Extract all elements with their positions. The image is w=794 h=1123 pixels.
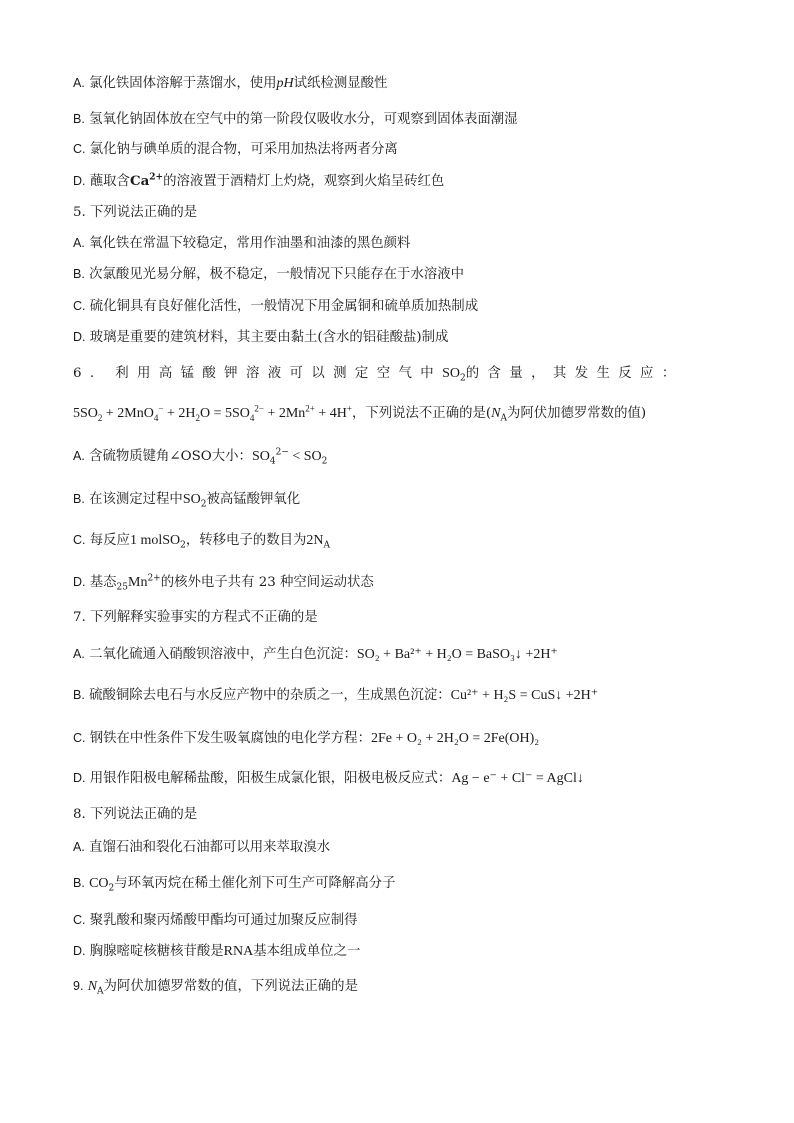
q7-option-d: D. 用银作阳极电解稀盐酸，阳极生成氯化银，阳极电极反应式：Ag − e⁻ + Cl⁻ = AgCl↓	[73, 771, 584, 786]
q4-option-b: B. 氢氧化钠固体放在空气中的第一阶段仅吸收水分，可观察到固体表面潮湿	[73, 112, 518, 127]
q7-option-a: A. 二氧化硫通入硝酸钡溶液中，产生白色沉淀：SO₂ + Ba²⁺ + H₂O = BaSO₃↓ +2H⁺	[73, 647, 558, 662]
q6-option-a: A. 含硫物质键角∠OSO大小：$SO_4^{2-} < SO_2$	[73, 447, 328, 467]
q9-stem: 9. $N_A$为阿伏加德罗常数的值，下列说法正确的是	[73, 979, 358, 997]
q8-option-a: A. 直馏石油和裂化石油都可以用来萃取溴水	[73, 840, 331, 855]
q4-option-d: D. 蘸取含$Ca^{2+}$的溶液置于酒精灯上灼烧，观察到火焰呈砖红色	[73, 172, 445, 189]
q7-stem: 7. 下列解释实验事实的方程式不正确的是	[73, 610, 318, 625]
q8-option-b: B. $CO_2$与环氧丙烷在稀土催化剂下可生产可降解高分子	[73, 876, 396, 894]
q5-option-b: B. 次氯酸见光易分解，极不稳定，一般情况下只能存在于水溶液中	[73, 267, 465, 282]
q5-option-c: C. 硫化铜具有良好催化活性，一般情况下用金属铜和硫单质加热制成	[73, 299, 479, 314]
q8-option-d: D. 胸腺嘧啶核糖核苷酸是RNA基本组成单位之一	[73, 944, 361, 959]
q6-option-b: B. 在该测定过程中$SO_2$被高锰酸钾氧化	[73, 492, 301, 510]
q8-stem: 8. 下列说法正确的是	[73, 807, 198, 822]
q5-stem: 5. 下列说法正确的是	[73, 205, 198, 220]
q6-equation: $5SO_2 + 2MnO_4^- + 2H_2O = 5SO_4^{2-} + 2Mn^{2+} + 4H^+$	[73, 403, 352, 423]
q4-option-c: C. 氯化钠与碘单质的混合物，可采用加热法将两者分离	[73, 142, 398, 157]
q6-stem-line2: $5SO_2 + 2MnO_4^- + 2H_2O = 5SO_4^{2-} + 2Mn^{2+} + 4H^+$，下列说法不正确的是($N_A$为阿伏加德罗常数的值)	[73, 403, 647, 424]
q5-option-a: A. 氧化铁在常温下较稳定，常用作油墨和油漆的黑色颜料	[73, 236, 411, 251]
q8-option-c: C. 聚乳酸和聚丙烯酸甲酯均可通过加聚反应制得	[73, 913, 358, 928]
q7-option-b: B. 硫酸铜除去电石与水反应产物中的杂质之一，生成黑色沉淀：Cu²⁺ + H₂S = CuS↓ +2H⁺	[73, 688, 599, 703]
q5-option-d: D. 玻璃是重要的建筑材料，其主要由黏土(含水的铝硅酸盐)制成	[73, 330, 449, 345]
q7-option-c: C. 钢铁在中性条件下发生吸氧腐蚀的电化学方程：2Fe + O₂ + 2H₂O = 2Fe(OH)₂	[73, 731, 540, 746]
q6-option-c: C. 每反应1 molSO$_2$，转移电子的数目为$2N_A$	[73, 533, 330, 551]
q6-option-d: D. 基态$_{25}Mn^{2+}$的核外电子共有 23 种空间运动状态	[73, 573, 374, 593]
q4-option-a: A. 氯化铁固体溶解于蒸馏水，使用pH试纸检测显酸性	[73, 76, 388, 91]
q6-stem-line1: 6. 利用高锰酸钾溶液可以测定空气中$SO_2$的含量，其发生反应：	[73, 366, 684, 384]
